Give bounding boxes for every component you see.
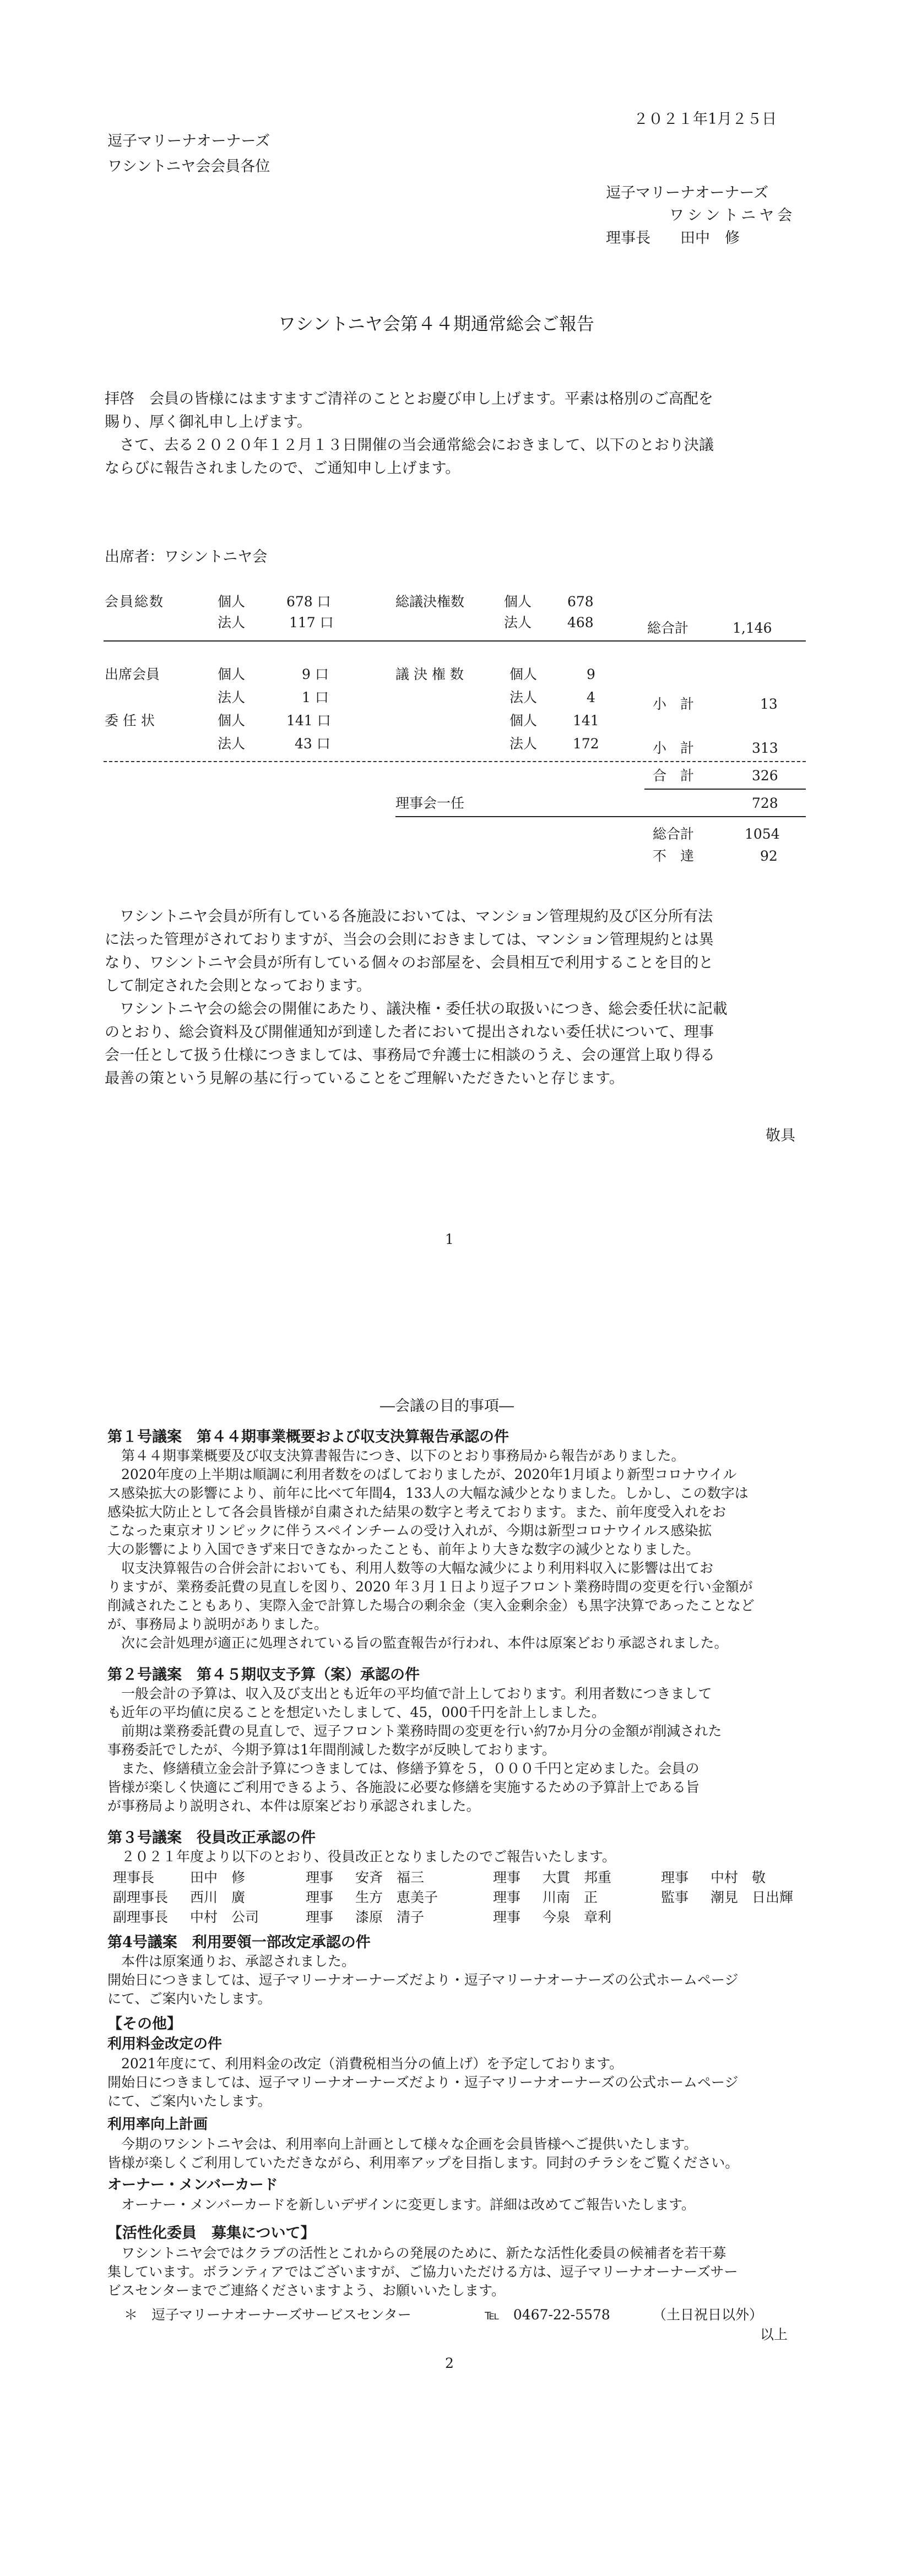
sender-line-1: 逗子マリーナオーナーズ <box>606 184 769 202</box>
members-label: 会員総数 <box>105 594 165 610</box>
item1-line: 削減されたこともあり、実際入金で計算した場合の剰余金（実入金剰余金）も黒字決算であったことなど <box>107 1597 755 1613</box>
contact-hours: （土日祝日以外） <box>653 2307 763 2323</box>
votes-total-value: 1,146 <box>733 620 772 636</box>
item2-line: 前期は業務委託費の見直しで、逗子フロント業務時間の変更を行い約7か月分の金額が削減された <box>107 1723 722 1739</box>
sender-line-2: ワシントニヤ会 <box>669 207 796 224</box>
vote-count-label: 議 決 権 数 <box>395 666 464 682</box>
item1-title: 第１号議案 第４４期事業概要および収支決算報告承認の件 <box>107 1428 509 1445</box>
item2-line: 一般会計の予算は、収入及び支出とも近年の平均値で計上しております。利用者数につきまして <box>107 1686 712 1702</box>
board-delegation-label: 理事会一任 <box>395 795 465 811</box>
officer-name: 大貫 邦重 <box>543 1869 612 1885</box>
contact-tel: ℡ 0467-22-5578 <box>485 2307 610 2323</box>
officer-title: 理事 <box>306 1869 334 1885</box>
votes-individual-count: 678 <box>567 594 594 610</box>
officer-name: 安斉 福三 <box>355 1869 425 1885</box>
votes-corporate-type: 法人 <box>504 615 532 631</box>
body-line: 最善の策という見解の基に行っていることをご理解いただきたいと存じます。 <box>105 1070 624 1087</box>
officer-name: 川南 正 <box>543 1889 598 1905</box>
members-corporate-type: 法人 <box>218 615 246 631</box>
proxy-label: 委 任 状 <box>105 713 155 729</box>
attend-label: 出席会員 <box>105 666 160 682</box>
fee-line: にて、ご案内いたします。 <box>107 2093 272 2109</box>
other-title: 【その他】 <box>107 2015 182 2032</box>
intro-paragraph <box>105 388 821 480</box>
item1-line: 感染拡大防止として各会員皆様が自粛された結果の数字と考えております。また、前年度受入れをお <box>107 1504 726 1520</box>
subtotal1-label: 小 計 <box>653 696 695 712</box>
attend-corporate-count: 1 口 <box>302 689 329 705</box>
total-rule <box>644 789 806 790</box>
officer-name: 西川 廣 <box>190 1889 246 1905</box>
card-body: オーナー・メンバーカードを新しいデザインに変更します。詳細は改めてご報告いたします。 <box>107 2197 696 2213</box>
vote-count-row2-type: 法人 <box>509 689 538 705</box>
item4-body <box>107 1952 823 2008</box>
body-line: ワシントニヤ会の総会の開催にあたり、議決権・委任状の取扱いにつき、総会委任状に記載 <box>105 1001 728 1018</box>
vote-count-row1-type: 個人 <box>509 666 538 682</box>
document-date: ２０２１年1月２５日 <box>633 111 777 128</box>
intro-line: ならびに報告されましたので、ご通知申し上げます。 <box>105 460 460 477</box>
item1-line: が、事務局より説明がありました。 <box>107 1616 328 1632</box>
item1-line: こなった東京オリンピックに伴うスペインチームの受け入れが、今期は新型コロナウイルス感染拡 <box>107 1523 712 1539</box>
intro-line: 賜り、厚く御礼申し上げます。 <box>105 414 312 431</box>
table-rule-dashed <box>104 761 806 762</box>
item2-line: また、修繕積立金会計予算につきましては、修繕予算を５，０００千円と定めました。会員の <box>107 1760 699 1776</box>
vote-count-row3-type: 個人 <box>509 713 538 729</box>
fee-title: 利用料金改定の件 <box>107 2036 223 2052</box>
officer-title: 理事 <box>493 1889 521 1905</box>
officer-name: 田中 修 <box>190 1869 246 1885</box>
officer-name: 潮見 日出輝 <box>711 1889 794 1905</box>
rate-line: 今期のワシントニヤ会は、利用率向上計画として様々な企画を会員皆様へご提供いたします。 <box>107 2136 698 2152</box>
body-line: して制定された会則となっております。 <box>105 977 371 994</box>
rate-title: 利用率向上計画 <box>107 2116 208 2133</box>
intro-line: さて、去る２０２０年１２月１３日開催の当会通常総会におきまして、以下のとおり決議 <box>105 437 714 454</box>
recruit-line: 集しています。ボランティアではございますが、ご協力いただける方は、逗子マリーナオーナーズサー <box>107 2264 738 2280</box>
card-title: オーナー・メンバーカード <box>107 2177 278 2193</box>
body-line: なり、ワシントニヤ会員が所有している個々のお部屋を、会員相互で利用することを目的と <box>105 954 714 971</box>
item2-line: も近年の平均値に戻ることを想定いたしまして、45，000千円を計上しました。 <box>107 1704 606 1720</box>
board-delegation-value: 728 <box>752 795 778 811</box>
officer-name: 中村 敬 <box>711 1869 766 1885</box>
proxy-corporate-type: 法人 <box>218 736 246 752</box>
closing-remark: 敬具 <box>766 1127 795 1144</box>
members-corporate-count: 117 口 <box>289 615 334 631</box>
delegation-rule <box>395 816 806 817</box>
item3-title: 第３号議案 役員改正承認の件 <box>107 1829 316 1846</box>
item2-line: が事務局より説明され、本件は原案どおり承認されました。 <box>107 1798 480 1814</box>
officer-title: 理事長 <box>113 1869 155 1885</box>
officer-title: 副理事長 <box>113 1889 169 1905</box>
table-rule-top <box>104 640 806 642</box>
recruit-title: 【活性化委員 募集について】 <box>107 2225 316 2242</box>
recruit-line: ワシントニヤ会ではクラブの活性とこれからの発展のために、新たな活性化委員の候補者を若干募 <box>107 2245 726 2261</box>
page-number-1: 1 <box>445 1231 454 1247</box>
votes-total-label: 総合計 <box>647 620 689 636</box>
total-value: 326 <box>752 768 778 784</box>
proxy-corporate-count: 43 口 <box>295 736 330 752</box>
absent-value: 92 <box>760 848 778 864</box>
votes-corporate-count: 468 <box>567 615 594 631</box>
grand-total-value: 1054 <box>745 826 780 842</box>
subtotal2-label: 小 計 <box>653 740 695 756</box>
officer-title: 理事 <box>493 1869 521 1885</box>
vote-count-row4-value: 172 <box>573 736 599 752</box>
item1-line: ス感染拡大の影響により、前年に比べて年間4，133人の大幅な減少となりました。しかし、この数字は <box>107 1485 749 1501</box>
recruit-line: ビスセンターまでご連絡くださいますよう、お願いいたします。 <box>107 2282 506 2298</box>
sender-line-3: 理事長 田中 修 <box>606 230 740 247</box>
grand-total-label: 総合計 <box>653 826 695 842</box>
officer-title: 理事 <box>661 1869 689 1885</box>
officer-title: 監事 <box>661 1889 689 1905</box>
officer-title: 理事 <box>493 1909 521 1925</box>
body-line: のとおり、総会資料及び開催通知が到達した者において提出されない委任状について、理事 <box>105 1024 714 1041</box>
attend-individual-type: 個人 <box>218 666 246 682</box>
recruit-body <box>107 2244 823 2300</box>
votes-individual-type: 個人 <box>504 594 532 610</box>
vote-count-row1-value: 9 <box>587 666 595 682</box>
body-line: に法った管理がされておりますが、当会の会則におきましては、マンション管理規約とは異 <box>105 931 714 948</box>
item4-line: 開始日につきましては、逗子マリーナオーナーズだより・逗子マリーナオーナーズの公式ホームページ <box>107 1972 739 1988</box>
item2-title: 第２号議案 第４５期収支予算（案）承認の件 <box>107 1666 420 1683</box>
page-number-2: 2 <box>445 2355 454 2371</box>
page-2 <box>0 1288 911 2576</box>
officer-title: 副理事長 <box>113 1909 169 1925</box>
body-line: ワシントニヤ会員が所有している各施設においては、マンション管理規約及び区分所有法 <box>105 908 713 925</box>
absent-label: 不 達 <box>653 848 695 864</box>
attendee-label: 出席者：ワシントニヤ会 <box>105 548 268 566</box>
attend-corporate-type: 法人 <box>218 689 246 705</box>
members-individual-count: 678 口 <box>286 594 331 610</box>
intro-line: 拝啓 会員の皆様にはますますご清祥のこととお慶び申し上げます。平素は格別のご高配を <box>105 390 713 407</box>
item1-body <box>107 1447 823 1653</box>
proxy-individual-count: 141 口 <box>286 713 331 729</box>
item1-line: 第４４期事業概要及び収支決算書報告につき、以下のとおり事務局から報告がありました。 <box>107 1448 685 1464</box>
recipient-line-2: ワシントニヤ会会員各位 <box>107 158 270 175</box>
item1-line: 収支決算報告の合併会計においても、利用人数等の大幅な減少により利用料収入に影響は出てお <box>107 1560 714 1576</box>
rate-line: 皆様が楽しくご利用していただきながら、利用率アップを目指します。同封のチラシをご覧ください。 <box>107 2155 739 2171</box>
fee-line: 開始日につきましては、逗子マリーナオーナーズだより・逗子マリーナオーナーズの公式ホームページ <box>107 2074 739 2090</box>
officer-title: 理事 <box>306 1909 334 1925</box>
item4-title: 第4号議案 利用要領一部改定承認の件 <box>107 1934 371 1951</box>
proxy-individual-type: 個人 <box>218 713 246 729</box>
end-mark: 以上 <box>760 2327 788 2343</box>
subtotal1-value: 13 <box>760 696 778 712</box>
item3-body: ２０２１年度より以下のとおり、役員改正となりましたのでご報告いたします。 <box>107 1849 616 1865</box>
item2-line: 事務委託でしたが、今期予算は1年間削減した数字が反映しております。 <box>107 1742 556 1758</box>
item1-line: 大の影響により入国できず来日できなかったことも、前年より大きな数字の減少となりました。 <box>107 1541 700 1557</box>
officer-name: 生方 恵美子 <box>355 1889 438 1905</box>
total-label: 合 計 <box>653 768 695 784</box>
officer-title: 理事 <box>306 1889 334 1905</box>
recipient-line-1: 逗子マリーナオーナーズ <box>107 133 270 150</box>
officer-name: 今泉 章利 <box>543 1909 612 1925</box>
item2-line: 皆様が楽しく快適にご利用できるよう、各施設に必要な修繕を実施するための予算計上である旨 <box>107 1779 700 1795</box>
attend-individual-count: 9 口 <box>302 666 329 682</box>
officer-name: 中村 公司 <box>190 1909 259 1925</box>
item1-line: 2020年度の上半期は順調に利用者数をのばしておりましたが、2020年1月頃より新型コロナウイル <box>107 1466 737 1482</box>
item2-body <box>107 1684 823 1816</box>
item4-line: 本件は原案通りお、承認されました。 <box>107 1953 356 1969</box>
body-paragraph <box>105 905 821 1090</box>
members-individual-type: 個人 <box>218 594 246 610</box>
item4-line: にて、ご案内いたします。 <box>107 1991 272 2007</box>
rate-body <box>107 2135 823 2172</box>
officer-name: 漆原 清子 <box>355 1909 425 1925</box>
fee-line: 2021年度にて、利用料金の改定（消費税相当分の値上げ）を予定しております。 <box>107 2056 623 2072</box>
vote-count-row3-value: 141 <box>573 713 599 729</box>
subtotal2-value: 313 <box>752 740 778 756</box>
item1-line: 次に会計処理が適正に処理されている旨の監査報告が行われ、本件は原案どおり承認されました。 <box>107 1635 728 1651</box>
vote-count-row4-type: 法人 <box>509 736 538 752</box>
agenda-heading: ―会議の目的事項― <box>380 1398 514 1415</box>
votes-label: 総議決権数 <box>395 594 465 610</box>
body-line: 会一任として扱う仕様につきましては、事務局で弁護士に相談のうえ、会の運営上取り得る <box>105 1047 715 1064</box>
document-title: ワシントニヤ会第４４期通常総会ご報告 <box>278 313 594 334</box>
vote-count-row2-value: 4 <box>587 689 595 705</box>
fee-body <box>107 2055 823 2111</box>
item1-line: りますが、業務委託費の見直しを図り、2020 年３月１日より逗子フロント業務時間の変更を行い金額が <box>107 1579 753 1595</box>
contact-center: ＊ 逗子マリーナオーナーズサービスセンター <box>124 2307 411 2323</box>
